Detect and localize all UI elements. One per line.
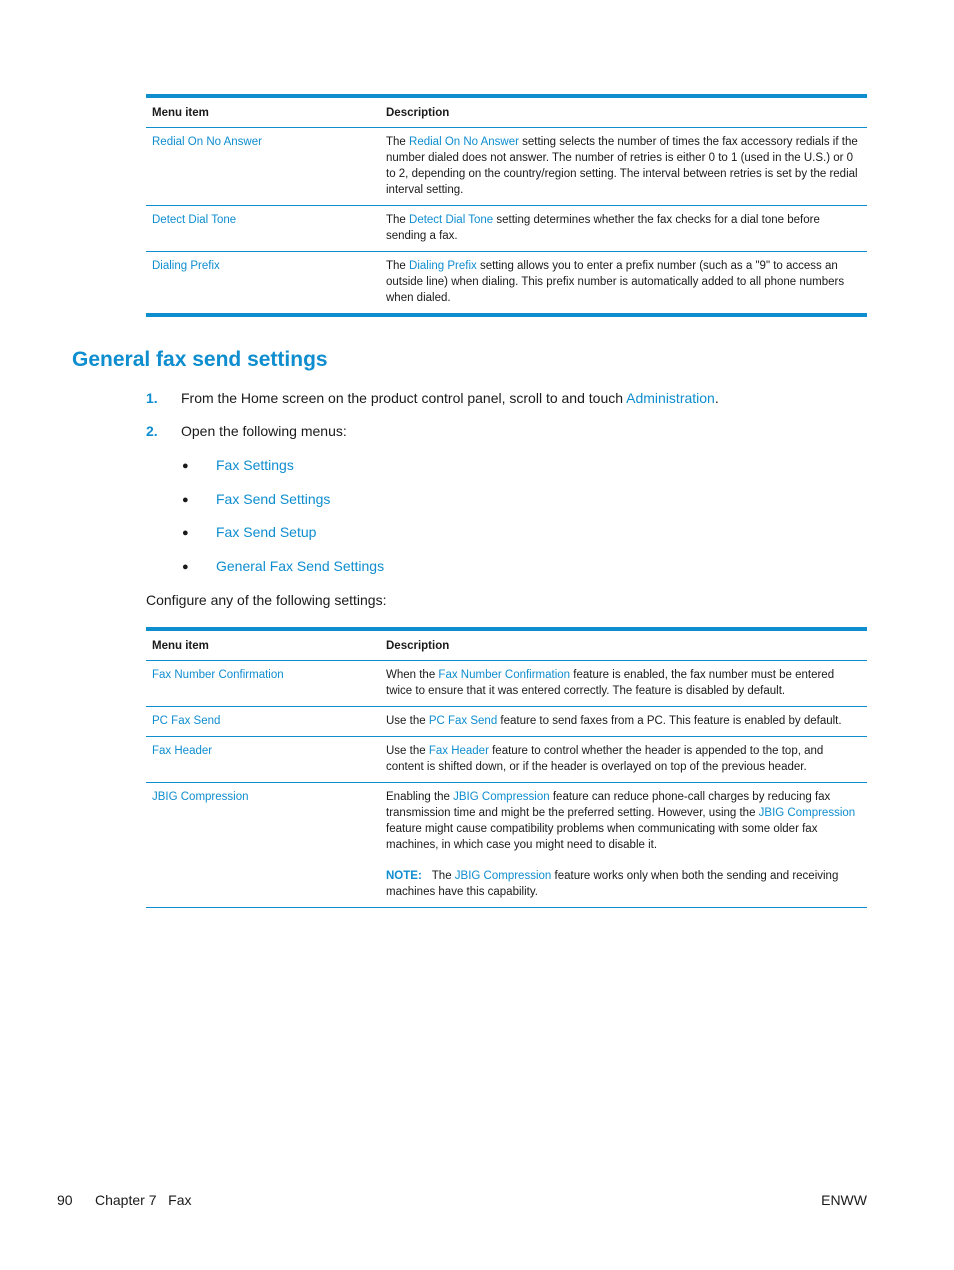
menu-table-1 bbox=[146, 94, 867, 317]
bullet-icon: ● bbox=[182, 494, 189, 506]
row-description bbox=[386, 667, 867, 699]
desc-text: feature to send faxes from a PC. This feature is enabled by default. bbox=[497, 715, 842, 727]
menu-link[interactable]: Fax Send Setup bbox=[216, 524, 317, 540]
header-description: Description bbox=[386, 640, 450, 652]
desc-text: feature to control whether the header is appended to the top, and content is shifted down, or if the header is overlayed on top of the previous header. bbox=[386, 745, 824, 773]
desc-paragraph bbox=[386, 789, 859, 853]
table-row bbox=[146, 783, 867, 908]
menu-item-link[interactable]: JBIG Compression bbox=[152, 791, 249, 803]
menu-link[interactable]: General Fax Send Settings bbox=[216, 558, 385, 574]
step-text: . bbox=[714, 390, 719, 406]
desc-text: The bbox=[386, 260, 410, 272]
table-row bbox=[146, 661, 867, 707]
row-description bbox=[386, 789, 867, 900]
menu-item-link[interactable]: Fax Header bbox=[152, 745, 213, 757]
desc-text: Use the bbox=[386, 715, 429, 727]
table-row bbox=[146, 128, 867, 206]
menu-item-link[interactable]: Detect Dial Tone bbox=[152, 214, 237, 226]
step-number: 2. bbox=[146, 423, 158, 439]
desc-text: When the bbox=[386, 669, 439, 681]
row-description bbox=[386, 212, 867, 244]
table-bottom-rule bbox=[146, 313, 867, 317]
step-number: 1. bbox=[146, 390, 158, 406]
bullet-icon: ● bbox=[182, 561, 189, 573]
table-row bbox=[146, 737, 867, 783]
step-2 bbox=[146, 423, 347, 439]
desc-text: feature can reduce phone-call charges by reducing fax transmission time and might be the preferred setting. However, using the bbox=[386, 791, 831, 819]
desc-text: setting determines whether the fax checks for a dial tone before sending a fax. bbox=[386, 214, 820, 242]
note-link[interactable]: JBIG Compression bbox=[454, 870, 552, 882]
configure-text: Configure any of the following settings: bbox=[146, 592, 387, 608]
menu-link[interactable]: Fax Settings bbox=[216, 457, 294, 473]
chapter-label: Chapter 7 Fax bbox=[95, 1192, 192, 1208]
desc-link[interactable]: JBIG Compression bbox=[453, 791, 550, 803]
header-menu-item: Menu item bbox=[152, 640, 209, 652]
row-description bbox=[386, 713, 867, 729]
bullet-item bbox=[182, 524, 316, 540]
table-row bbox=[146, 252, 867, 313]
row-description bbox=[386, 134, 867, 198]
menu-table-2 bbox=[146, 627, 867, 908]
table-header-row bbox=[146, 98, 867, 128]
note-text: feature works only when both the sending and receiving machines have this capability. bbox=[386, 870, 839, 898]
note-text: The bbox=[431, 870, 455, 882]
menu-item-link[interactable]: PC Fax Send bbox=[152, 715, 221, 727]
header-menu-item: Menu item bbox=[152, 107, 209, 119]
bullet-item bbox=[182, 491, 330, 507]
desc-link[interactable]: PC Fax Send bbox=[428, 715, 498, 727]
desc-text: Use the bbox=[386, 745, 429, 757]
page-number: 90 bbox=[57, 1192, 73, 1208]
step-text: From the Home screen on the product control panel, scroll to and touch bbox=[181, 390, 627, 406]
header-description: Description bbox=[386, 107, 450, 119]
desc-text: feature is enabled, the fax number must be entered twice to ensure that it was entered correctly. The feature is disabled by default. bbox=[386, 669, 835, 697]
desc-link[interactable]: Detect Dial Tone bbox=[409, 214, 494, 226]
menu-item-link[interactable]: Fax Number Confirmation bbox=[152, 669, 284, 681]
administration-link[interactable]: Administration bbox=[626, 390, 715, 406]
bullet-item bbox=[182, 457, 294, 473]
desc-text: Enabling the bbox=[386, 791, 454, 803]
footer-right-label: ENWW bbox=[821, 1192, 867, 1208]
desc-text: The bbox=[386, 136, 410, 148]
desc-link[interactable]: Redial On No Answer bbox=[409, 136, 519, 148]
bullet-icon: ● bbox=[182, 460, 189, 472]
table-row bbox=[146, 206, 867, 252]
step-text: Open the following menus: bbox=[181, 423, 347, 439]
desc-link[interactable]: Fax Number Confirmation bbox=[438, 669, 571, 681]
row-description bbox=[386, 258, 867, 306]
section-title: General fax send settings bbox=[72, 348, 328, 371]
desc-link[interactable]: Dialing Prefix bbox=[409, 260, 477, 272]
desc-text: feature might cause compatibility problems when communicating with some older fax machines, in which case you might need to disable it. bbox=[386, 823, 818, 851]
desc-link[interactable]: Fax Header bbox=[428, 745, 489, 757]
bullet-item bbox=[182, 558, 384, 574]
table-header-row bbox=[146, 631, 867, 661]
note-label: NOTE: bbox=[386, 870, 422, 882]
desc-text: The bbox=[386, 214, 410, 226]
bullet-icon: ● bbox=[182, 527, 189, 539]
step-1 bbox=[146, 390, 719, 406]
row-description bbox=[386, 743, 867, 775]
desc-text: setting allows you to enter a prefix number (such as a "9" to access an outside line) when dialing. This prefix number is automatically added to all phone numbers when dialed. bbox=[386, 260, 845, 304]
desc-link[interactable]: JBIG Compression bbox=[758, 807, 856, 819]
table-row bbox=[146, 707, 867, 737]
note bbox=[386, 868, 859, 900]
menu-item-link[interactable]: Dialing Prefix bbox=[152, 260, 220, 272]
desc-text: setting selects the number of times the fax accessory redials if the number dialed does not answer. The number of retries is either 0 to 1 (used in the U.S.) or 0 to 2, depending on the country/region setting. The interval between retries is set by the redial interval setting. bbox=[386, 136, 858, 196]
menu-link[interactable]: Fax Send Settings bbox=[216, 491, 331, 507]
menu-item-link[interactable]: Redial On No Answer bbox=[152, 136, 262, 148]
